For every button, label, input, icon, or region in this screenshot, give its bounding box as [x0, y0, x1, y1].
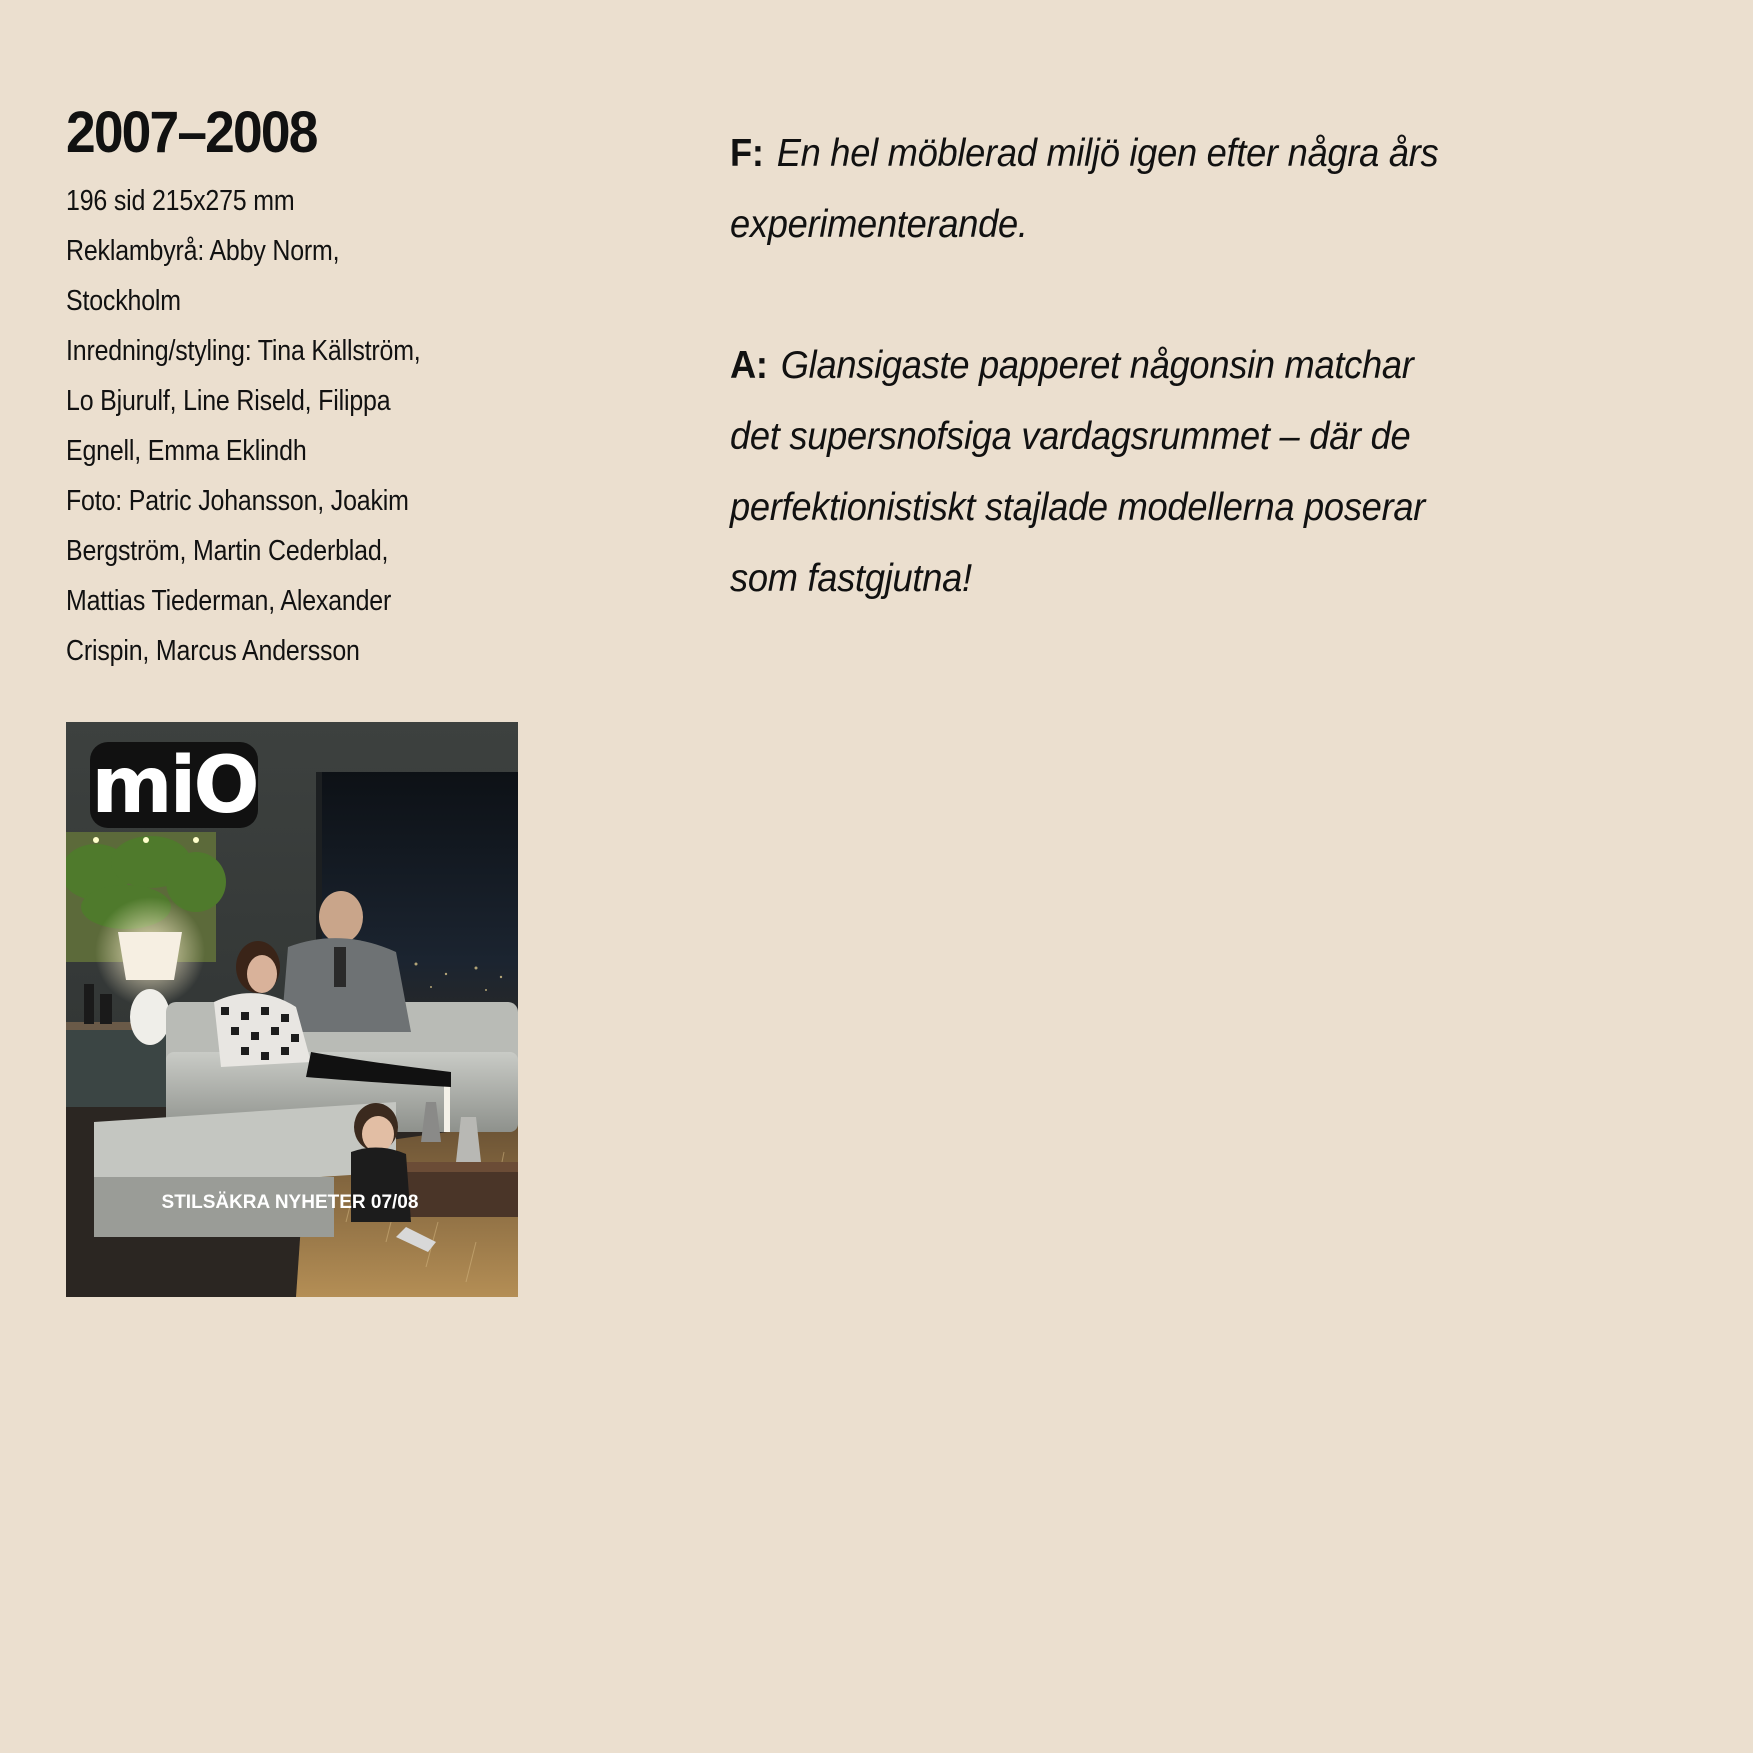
question-line: experimenterande.	[730, 203, 1028, 246]
question-tag: F:	[730, 132, 764, 175]
question-text: En hel möblerad miljö igen efter några års	[776, 132, 1439, 175]
answer-line: perfektionistiskt stajlade modellerna poserar	[730, 486, 1426, 529]
answer-tag: A:	[730, 344, 768, 387]
answer-line	[730, 330, 1604, 401]
credit-line: Lo Bjurulf, Line Riseld, Filippa	[66, 385, 391, 417]
question-block	[730, 118, 1670, 260]
catalog-cover-image	[66, 722, 518, 1297]
year-heading: 2007–2008	[66, 100, 317, 165]
answer-line: det supersnofsiga vardagsrummet – där de	[730, 415, 1411, 458]
answer-line: som fastgjutna!	[730, 557, 972, 600]
cover-caption: STILSÄKRA NYHETER 07/08	[161, 1192, 419, 1213]
credit-line: Egnell, Emma Eklindh	[66, 435, 307, 467]
credit-line: Reklambyrå: Abby Norm,	[66, 235, 340, 267]
mio-logo	[90, 741, 258, 831]
question-answer	[730, 118, 1670, 684]
credit-line: Foto: Patric Johansson, Joakim	[66, 485, 409, 517]
answer-block	[730, 330, 1670, 614]
answer-text: Glansigaste papperet någonsin matchar	[780, 344, 1414, 387]
credit-line: Crispin, Marcus Andersson	[66, 635, 360, 667]
credit-line: 196 sid 215x275 mm	[66, 185, 295, 217]
credit-line: Mattias Tiederman, Alexander	[66, 585, 392, 617]
cover-illustration	[66, 722, 518, 1297]
credit-line: Inredning/styling: Tina Källström,	[66, 335, 421, 367]
catalog-credits	[66, 176, 546, 676]
question-line	[730, 118, 1604, 189]
credit-line: Stockholm	[66, 285, 181, 317]
catalog-info	[66, 100, 546, 676]
credit-line: Bergström, Martin Cederblad,	[66, 535, 389, 567]
cover-logo-text: miO	[91, 741, 257, 831]
